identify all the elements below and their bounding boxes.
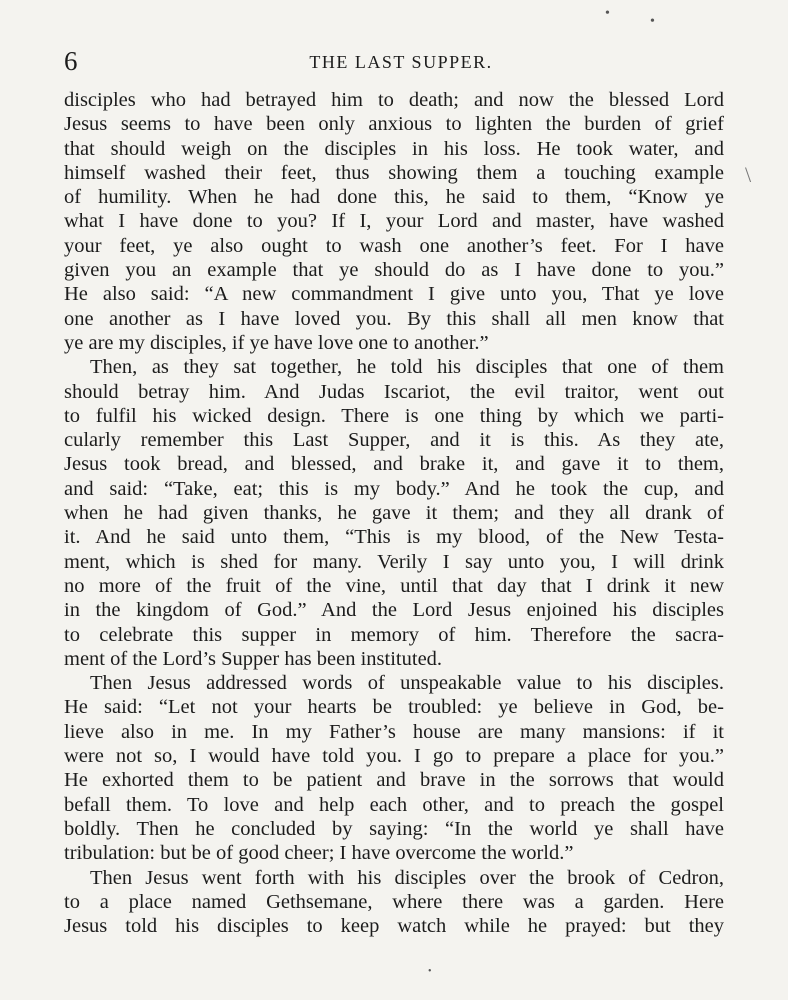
text-line: He also said: “A new commandment I give unto you, That ye love <box>64 283 724 306</box>
body-text <box>64 88 724 938</box>
text-line: were not so, I would have told you. I go to prepare a place for you.” <box>64 745 724 768</box>
text-line: it. And he said unto them, “This is my blood, of the New Testa- <box>64 526 724 549</box>
running-title: THE LAST SUPPER. <box>309 52 493 72</box>
text-line: given you an example that ye should do as I have done to you.” <box>64 259 724 282</box>
text-line: ment of the Lord’s Supper has been instituted. <box>64 647 443 670</box>
page-number: 6 <box>64 46 78 76</box>
text-line: one another as I have loved you. By this shall all men know that <box>64 307 724 330</box>
text-line: that should weigh on the disciples in his loss. He took water, and <box>64 137 724 160</box>
text-line: to fulfil his wicked design. There is one thing by which we parti- <box>64 404 724 427</box>
ink-speck: • <box>428 966 432 977</box>
text-line: Jesus seems to have been only anxious to lighten the burden of grief <box>64 113 724 136</box>
text-line: of humility. When he had done this, he said to them, “Know ye <box>64 186 724 209</box>
text-line: to a place named Gethsemane, where there was a garden. Here <box>64 890 724 913</box>
text-line: Then Jesus addressed words of unspeakable value to his disciples. <box>90 672 724 695</box>
ink-speck: • <box>605 6 610 21</box>
text-line: when he had given thanks, he gave it them; and they all drank of <box>64 502 724 525</box>
text-line: boldly. Then he concluded by saying: “In the world ye shall have <box>64 817 724 840</box>
text-line: disciples who had betrayed him to death; and now the blessed Lord <box>64 89 724 111</box>
text-line: Then Jesus went forth with his disciples over the brook of Cedron, <box>90 866 724 889</box>
text-line: tribulation: but be of good cheer; I have overcome the world.” <box>64 842 574 865</box>
page-header <box>64 46 724 80</box>
text-line: ment, which is shed for many. Verily I say unto you, I will drink <box>64 550 724 573</box>
text-line: Jesus told his disciples to keep watch while he prayed: but they <box>64 915 724 938</box>
text-line: and said: “Take, eat; this is my body.” And he took the cup, and <box>64 477 724 500</box>
text-line: to celebrate this supper in memory of him. Therefore the sacra- <box>64 623 724 646</box>
text-line: befall them. To love and help each other, and to preach the gospel <box>64 793 724 816</box>
ink-speck: • <box>650 14 655 29</box>
text-line: no more of the fruit of the vine, until that day that I drink it new <box>64 574 724 597</box>
text-line: He said: “Let not your hearts be troubled: ye believe in God, be- <box>64 696 724 719</box>
text-line: cularly remember this Last Supper, and it is this. As they ate, <box>64 429 724 452</box>
text-line: lieve also in me. In my Father’s house are many mansions: if it <box>64 720 724 743</box>
text-line: He exhorted them to be patient and brave in the sorrows that would <box>64 769 724 792</box>
text-line: should betray him. And Judas Iscariot, the evil traitor, went out <box>64 380 724 403</box>
text-line: your feet, ye also ought to wash one another’s feet. For I have <box>64 234 724 257</box>
text-line: Jesus took bread, and blessed, and brake it, and gave it to them, <box>64 453 724 476</box>
ink-mark: \ <box>745 162 752 187</box>
text-line: ye are my disciples, if ye have love one to another.” <box>64 331 489 354</box>
text-line: what I have done to you? If I, your Lord and master, have washed <box>64 210 724 233</box>
text-line: in the kingdom of God.” And the Lord Jesus enjoined his disciples <box>64 599 724 622</box>
text-line: himself washed their feet, thus showing them a touching example <box>64 161 724 184</box>
text-line: Then, as they sat together, he told his disciples that one of them <box>90 356 724 379</box>
